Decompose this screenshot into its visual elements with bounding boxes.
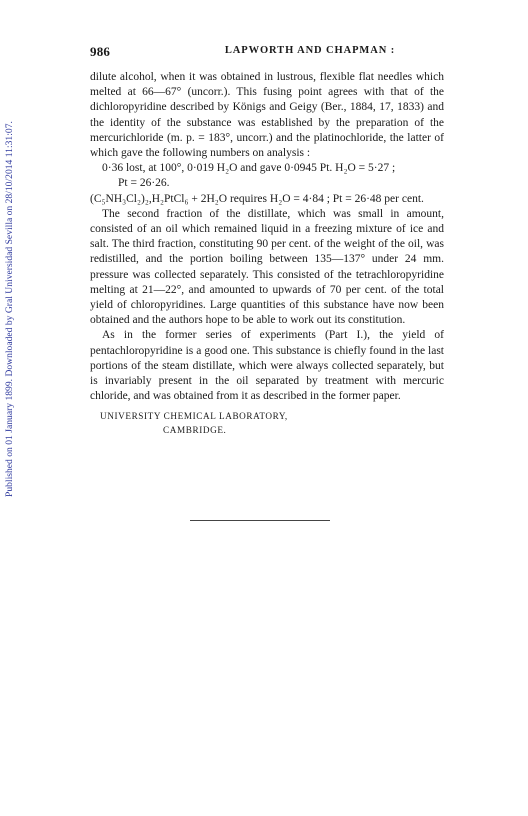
end-rule — [190, 520, 330, 521]
address-line: UNIVERSITY CHEMICAL LABORATORY, — [100, 411, 288, 422]
download-watermark: Published on 01 January 1899. Downloaded by Gral Universidad Sevilla on 28/10/2014 11:31:07. — [4, 121, 15, 498]
address-line: CAMBRIDGE. — [163, 425, 227, 436]
page-header — [90, 44, 444, 60]
analysis-result-line: Pt = 26·26. — [118, 177, 170, 190]
page-number: 986 — [90, 44, 111, 59]
article-body — [90, 70, 444, 437]
running-head: LAPWORTH AND CHAPMAN : — [224, 45, 396, 56]
paragraph-second-fraction: The second fraction of the distillate, which was small in amount, consisted of an oil which remained liquid in a freezing mixture of ice and salt. The third fraction, constituting 90 per cent. of the weight of the oil, was redistilled, and the portion boiling between 135—137° under 24 mm. pressure was collected separately. This consisted of the tetrachloropyridine melting at 21—22°, and amounted to upwards of 70 per cent. of the total yield of chloropyridines. Large quantities of this substance have now been obtained and the authors hope to be able to work out its constitution. — [90, 207, 444, 327]
formula-requirement-line: (C₅NH₃Cl₂)₂,H₂PtCl₆ + 2H₂O requires H₂O = 4·84 ; Pt = 26·48 per cent. — [90, 192, 424, 205]
paragraph-pentachloropyridine: As in the former series of experiments (Part I.), the yield of pentachloropyridine is a good one. This substance is chiefly found in the last portions of the steam distillate, which were always collected separately, but is invariably present in the oil separated by treatment with mercuric chloride, and was obtained from it as described in the former paper. — [90, 329, 444, 403]
paragraph-continuation: dilute alcohol, when it was obtained in lustrous, flexible flat needles which melted at 66—67° (uncorr.). This fusing point agrees with that of the dichloropyridine described by Königs and Geigy (Ber., 1884, 17, 1833) and the identity of the substance was established by the preparation of the mercurichloride (m. p. = 183°, uncorr.) and the platinochloride, the latter of which gave the following numbers on analysis : — [90, 71, 444, 160]
affiliation-address — [90, 409, 444, 437]
analysis-result-line: 0·36 lost, at 100°, 0·019 H₂O and gave 0·0945 Pt. H₂O = 5·27 ; — [102, 162, 396, 175]
